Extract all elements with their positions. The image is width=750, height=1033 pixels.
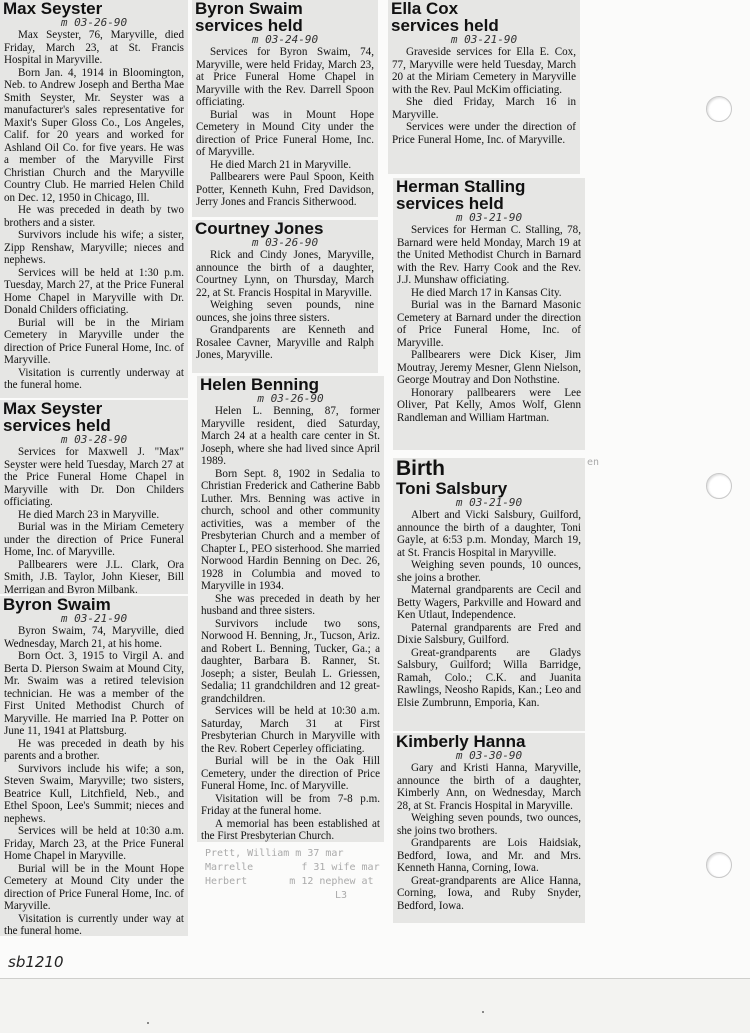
clipping-body: [0, 624, 188, 936]
clipping-body: [0, 28, 188, 392]
paragraph: Pallbearers were J.L. Clark, Ora Smith, J.B. Taylor, John Kieser, Bill Merrigan and Byron Milbank.: [4, 558, 184, 594]
scan-speck: [147, 1022, 149, 1024]
paragraph: She died Friday, March 16 in Maryville.: [392, 96, 576, 121]
handwritten-date: m 03-21-90: [450, 33, 518, 46]
page-edge: [0, 978, 750, 979]
clipping-title: Courtney Jones: [195, 220, 324, 238]
clipping-body: [393, 508, 585, 709]
clipping-title: Byron Swaim services held: [195, 0, 303, 35]
clipping-body: [388, 45, 580, 146]
punch-hole: [706, 852, 732, 878]
paragraph: Survivors include his wife; a son, Steven Swaim, Maryville; two sisters, Beatrice Kull, Litchfield, Neb., and Ethel Spoon, Lee's Summit; nieces and nephews.: [4, 762, 184, 825]
handwritten-date: m 03-28-90: [60, 433, 128, 446]
clipping-kimberly-hanna-birth: [393, 733, 585, 923]
paragraph: Graveside services for Ella E. Cox, 77, Maryville were held Tuesday, March 20 at the Miriam Cemetery in Maryville with the Rev. Paul McKim officiating.: [392, 46, 576, 96]
paragraph: Weighing seven pounds, 10 ounces, she joins a brother.: [397, 559, 581, 584]
paragraph: Rick and Cindy Jones, Maryville, announce the birth of a daughter, Courtney Lynn, on Thursday, March 22, at St. Francis Hospital in Maryville.: [196, 249, 374, 299]
clipping-title: Byron Swaim: [3, 596, 111, 614]
clipping-body: [393, 761, 585, 912]
clipping-toni-salsbury-birth: [393, 458, 585, 731]
clipping-max-seyster: [0, 0, 188, 398]
clipping-byron-swaim-services: [192, 0, 378, 217]
paragraph: Services will be held at 10:30 a.m. Saturday, March 31 at First Presbyterian Church in Maryville with the Rev. Robert Ceperley officiating.: [201, 705, 380, 755]
paragraph: Great-grandparents are Gladys Salsbury, Guilford; Willa Barridge, Ramah, Colo.; C.K. and Juanita Rawlings, Neosho Rapids, Kan.; Leo and Elsie Zumbrunn, Emporia, Kan.: [397, 646, 581, 709]
handwritten-date: m 03-26-90: [257, 392, 324, 405]
paragraph: Services will be held at 1:30 p.m. Tuesday, March 27, at the Price Funeral Home Chapel in Maryville with Dr. Donald Childers officiating.: [4, 266, 184, 316]
paragraph: Pallbearers were Paul Spoon, Keith Potter, Kenneth Kuhn, Fred Davidson, Jerry Jones and Francis Sitherwood.: [196, 171, 374, 208]
clipping-title: Ella Cox services held: [391, 0, 499, 35]
clipping-body: [197, 404, 384, 842]
paragraph: Pallbearers were Dick Kiser, Jim Moutray, Jeremy Mesner, Glenn Nielson, George Moutray and Don Nothstine.: [397, 349, 581, 386]
paragraph: He died March 23 in Maryville.: [18, 508, 160, 521]
paragraph: Byron Swaim, 74, Maryville, died Wednesday, March 21, at his home.: [4, 625, 184, 650]
paragraph: Visitation is currently underway at the funeral home.: [4, 366, 184, 391]
paragraph: Services were under the direction of Price Funeral Home, Inc. of Maryville.: [392, 121, 576, 146]
clipping-body: [192, 45, 378, 209]
paragraph: Weighing seven pounds, two ounces, she joins two brothers.: [397, 812, 581, 837]
clipping-ella-cox-services: [388, 0, 580, 174]
paragraph: Weighing seven pounds, nine ounces, she joins three sisters.: [196, 299, 374, 324]
clipping-title: Kimberly Hanna: [396, 733, 526, 751]
paragraph: Helen L. Benning, 87, former Maryville resident, died Saturday, March 24 at a health care center in St. Joseph, where she had lived since April 1989.: [201, 405, 380, 467]
scan-speck: [482, 1011, 484, 1013]
paragraph: Services for Maxwell J. "Max" Seyster were held Tuesday, March 27 at the Price Funeral Home Chapel in Maryville with Dr. Don Childers officiating.: [4, 446, 184, 508]
paragraph: He was preceded in death by his parents and a brother.: [4, 737, 184, 762]
paragraph: Born Sept. 8, 1902 in Sedalia to Christian Frederick and Catherine Babb Luther. Mrs. Benning was active in church, school and other community activities, was a member of the Presbyterian Church and a member of Chapter L, PEO sisterhood. She married Norwood Hardin Benning on Dec. 26, 1928 in Columbia and moved to Maryville in 1934.: [201, 467, 381, 592]
paragraph: Burial was in the Miriam Cemetery under the direction of Price Funeral Home, Inc. of Maryville.: [4, 521, 184, 558]
paragraph: Honorary pallbearers were Lee Oliver, Pat Kelly, Amos Wolf, Glenn Randleman and William Hartman.: [397, 386, 581, 424]
clipping-byron-swaim: [0, 596, 188, 936]
paragraph: Services will be held at 10:30 a.m. Friday, March 23, at the Price Funeral Home Chapel in Maryville.: [4, 825, 184, 862]
paragraph: Paternal grandparents are Fred and Dixie Salsbury, Guilford.: [397, 621, 581, 646]
paragraph: He died March 21 in Maryville.: [210, 158, 352, 171]
punch-hole: [706, 473, 732, 499]
clipping-title: Toni Salsbury: [396, 479, 508, 498]
section-heading-birth: Birth: [396, 458, 445, 480]
punch-hole: [706, 96, 732, 122]
paragraph: A memorial has been established at the First Presbyterian Church.: [201, 817, 380, 842]
clipping-title: Herman Stalling services held: [396, 178, 526, 213]
bleed-through-text: Prett, William m 37 mar: [205, 848, 344, 859]
clipping-herman-stalling-services: [393, 178, 585, 450]
clipping-helen-benning: [197, 376, 384, 842]
paragraph: Born Oct. 3, 1915 to Virgil A. and Berta D. Pierson Swaim at Mound City, Mr. Swaim was a retired television technician. He was a member of the First United Methodist Church of Maryville. He married Ina P. Potter on June 11, 1941 at Plattsburg.: [4, 650, 184, 737]
clipping-max-seyster-services: [0, 400, 188, 594]
clipping-title: Helen Benning: [200, 376, 320, 394]
paragraph: Services for Herman C. Stalling, 78, Barnard were held Monday, March 19 at the United Methodist Church in Barnard with the Rev. Harry Cook and the Rev. J.J. Munshaw officiating.: [397, 224, 581, 286]
paragraph: Burial will be in the Miriam Cemetery in Maryville under the direction of Price Funeral Home, Inc. of Maryville.: [4, 316, 184, 366]
handwritten-date: m 03-24-90: [251, 33, 319, 46]
handwritten-date: m 03-21-90: [60, 612, 128, 625]
handwritten-date: m 03-26-90: [60, 16, 128, 29]
handwritten-date: m 03-30-90: [455, 749, 523, 762]
bleed-through-text: L3: [335, 890, 348, 901]
paragraph: Burial will be in the Mount Hope Cemetery at Mound City under the direction of Price Funeral Home, Inc. of Maryville.: [4, 862, 184, 912]
handwritten-date: m 03-21-90: [455, 496, 523, 509]
clipping-courtney-jones: [192, 220, 378, 373]
paragraph: He died March 17 in Kansas City.: [411, 286, 562, 299]
clipping-body: [0, 445, 188, 594]
paragraph: Visitation is currently under way at the funeral home.: [4, 912, 184, 936]
paragraph: Burial will be in the Oak Hill Cemetery, under the direction of Price Funeral Home, Inc. of Maryville.: [201, 755, 380, 792]
paragraph: Maternal grandparents are Cecil and Betty Wagers, Parkville and Howard and Ken Utlaut, Independence.: [397, 584, 581, 621]
paragraph: Visitation will be from 7-8 p.m. Friday at the funeral home.: [201, 792, 380, 817]
clipping-body: [192, 248, 378, 362]
paragraph: Grandparents are Lois Haidsiak, Bedford, Iowa, and Mr. and Mrs. Kenneth Hanna, Corning, Iowa.: [397, 837, 581, 874]
handwritten-date: m 03-21-90: [455, 211, 523, 224]
paragraph: Great-grandparents are Alice Hanna, Corning, Iowa, and Ruby Snyder, Bedford, Iowa.: [397, 874, 581, 912]
handwritten-date: m 03-26-90: [251, 236, 319, 249]
bleed-through-text: en: [587, 457, 600, 468]
paragraph: Survivors include his wife; a sister, Zipp Renshaw, Maryville; nieces and nephews.: [4, 229, 184, 266]
paragraph: She was preceded in death by her husband and three sisters.: [201, 592, 380, 617]
paragraph: Gary and Kristi Hanna, Maryville, announce the birth of a daughter, Kimberly Ann, on Wednesday, March 28, at St. Francis Hospital in Maryville.: [397, 762, 581, 812]
paragraph: Born Jan. 4, 1914 in Bloomington, Neb. to Andrew Joseph and Bertha Mae Smith Seyster, Mr. Seyster was a manufacturer's sales representative for Maxit's Super Gloss Co., Los Angeles, Calif. for 20 years and worked for Ashland Oil Co. for five years. He was a member of the Maryville First Christian Church and the Maryville Country Club. He married Helen Child on Dec. 12, 1950 in Chicago, Ill.: [4, 66, 184, 204]
bleed-through-text: Herbert m 12 nephew at: [205, 876, 374, 887]
paragraph: Survivors include two sons, Norwood H. Benning, Jr., Tucson, Ariz. and Robert L. Benning, Tucker, Ga.; a daughter, Barbara B. Ranner, St. Joseph; a sister, Beulah L. Griessen, Sedalia; 11 grandchildren and 12 great-grandchildren.: [201, 617, 380, 705]
paragraph: Burial was in Mount Hope Cemetery in Mound City under the direction of Price Funeral Home, Inc. of Maryville.: [196, 108, 374, 158]
paragraph: Burial was in the Barnard Masonic Cemetery at Barnard under the direction of Price Funeral Home, Inc. of Maryville.: [397, 299, 581, 349]
paragraph: Grandparents are Kenneth and Rosalee Cavner, Maryville and Ralph Jones, Maryville.: [196, 324, 374, 361]
clipping-title: Max Seyster: [3, 0, 103, 18]
clipping-title: Max Seyster services held: [3, 400, 111, 435]
paragraph: Albert and Vicki Salsbury, Guilford, announce the birth of a daughter, Toni Gayle, at 6:53 p.m. Monday, March 19, at St. Francis Hospital in Maryville.: [397, 509, 581, 559]
bleed-through-text: Marrelle f 31 wife mar: [205, 862, 380, 873]
paragraph: He was preceded in death by two brothers and a sister.: [4, 204, 184, 229]
paragraph: Services for Byron Swaim, 74, Maryville, were held Friday, March 23, at Price Funeral Home Chapel in Maryville with the Rev. Darrell Spoon officiating.: [196, 46, 374, 108]
paragraph: Max Seyster, 76, Maryville, died Friday, March 23, at St. Francis Hospital in Maryville.: [4, 29, 184, 66]
archive-code: sb1210: [8, 953, 64, 971]
clipping-body: [393, 223, 585, 424]
